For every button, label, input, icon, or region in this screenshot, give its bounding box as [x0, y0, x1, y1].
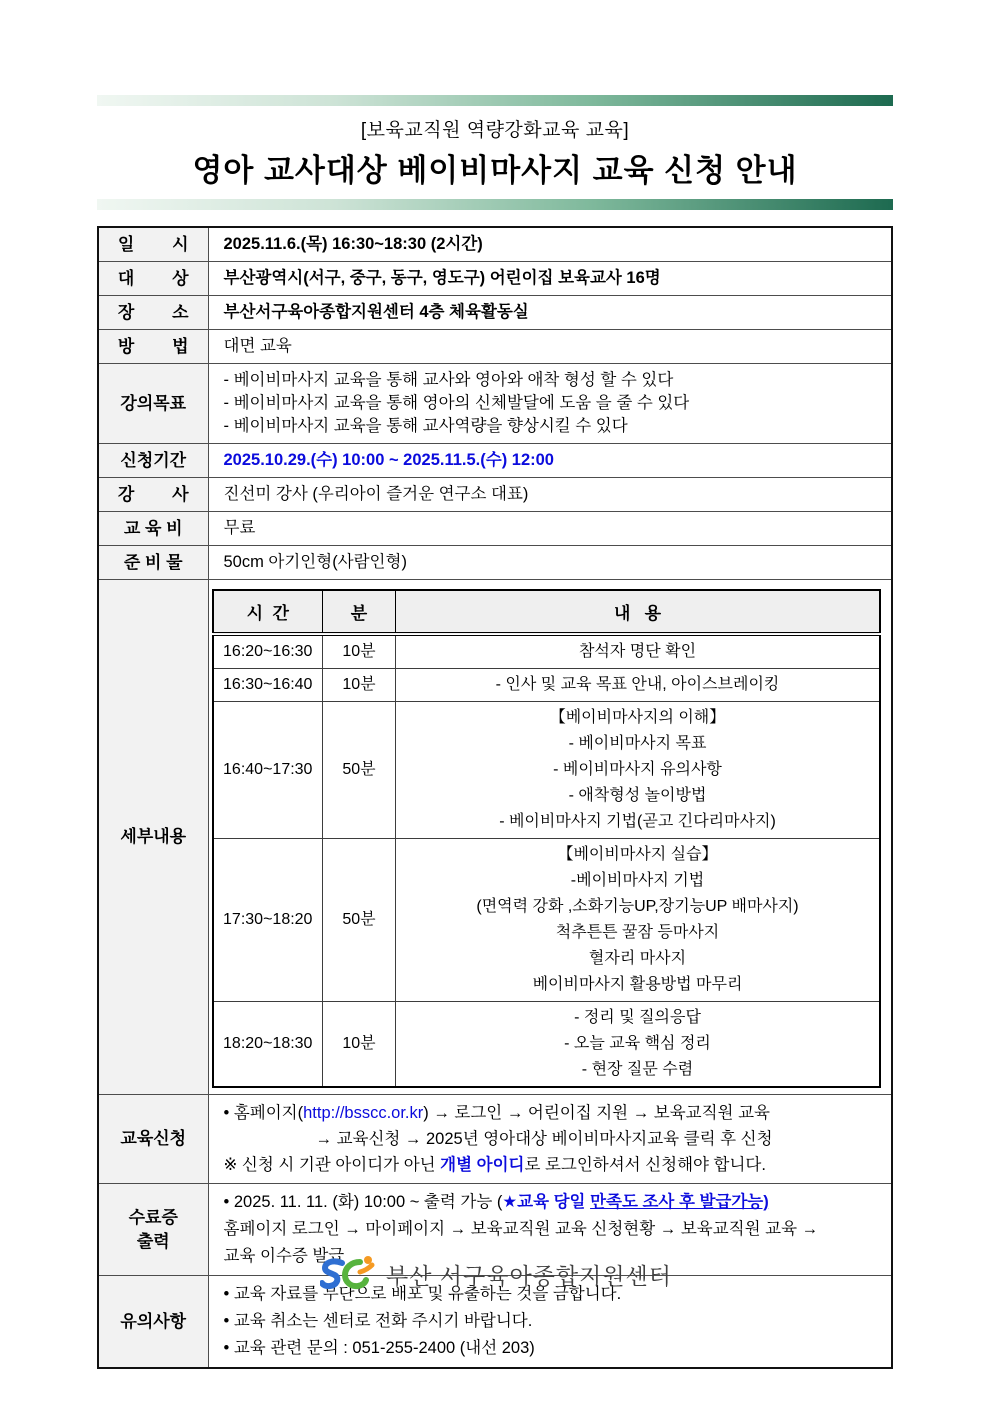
apply-line-3 — [224, 1152, 882, 1178]
row-label-datetime: 일 시 — [98, 227, 208, 262]
org-logo-icon — [320, 1254, 378, 1294]
schedule-minutes: 50분 — [323, 839, 396, 1002]
individual-id-emphasis: 개별 아이디 — [440, 1156, 525, 1174]
text-line: 참석자 명단 확인 — [578, 643, 697, 660]
notice-document — [97, 95, 893, 1369]
text-line: 베이비마사지 활용방법 마무리 — [532, 976, 743, 993]
document-subtitle: [보육교직원 역량강화교육 교육] — [360, 120, 630, 141]
bottom-gradient-bar — [97, 199, 893, 210]
survey-notice-emphasis: ★교육 당일 — [502, 1193, 591, 1211]
top-gradient-bar — [97, 95, 893, 106]
schedule-time: 16:20~16:30 — [213, 634, 323, 669]
text-line: - 현장 질문 수렴 — [581, 1061, 694, 1078]
schedule-content — [396, 839, 881, 1002]
footer — [0, 1254, 992, 1294]
schedule-time: 16:30~16:40 — [213, 669, 323, 702]
schedule-minutes: 50분 — [323, 702, 396, 839]
certificate-line-2: 홈페이지 로그인 → 마이페이지 → 보육교직원 교육 신청현황 → 보육교직원 교육 → — [223, 1220, 819, 1238]
label-line: 출력 — [136, 1231, 170, 1251]
schedule-minutes: 10분 — [323, 1002, 396, 1088]
apply-text: • 홈페이지( — [223, 1104, 304, 1122]
table-row-schedule — [98, 580, 892, 1095]
schedule-header-row — [213, 590, 881, 634]
schedule-row — [213, 634, 881, 669]
table-row — [98, 512, 892, 546]
page-title: 영아 교사대상 베이비마사지 교육 신청 안내 — [192, 153, 798, 188]
schedule-time: 17:30~18:20 — [213, 839, 323, 1002]
homepage-link[interactable]: http://bsscc.or.kr — [303, 1104, 424, 1122]
schedule-content — [396, 669, 881, 702]
text-line: 【베이비마사지 실습】 — [557, 846, 718, 863]
table-row — [98, 227, 892, 262]
row-label-apply: 교육신청 — [98, 1095, 208, 1184]
schedule-table — [212, 589, 882, 1088]
schedule-content — [396, 702, 881, 839]
row-value-apply — [208, 1095, 892, 1184]
table-row — [98, 444, 892, 478]
table-row — [98, 546, 892, 580]
row-label-notes: 유의사항 — [98, 1276, 208, 1369]
schedule-row — [213, 702, 881, 839]
row-label-target: 대 상 — [98, 262, 208, 296]
schedule-time: 16:40~17:30 — [213, 702, 323, 839]
org-name: 부산 서구육아종합지원센터 — [385, 1262, 672, 1289]
schedule-cell — [208, 580, 892, 1095]
text-line: - 오늘 교육 핵심 정리 — [564, 1035, 711, 1052]
schedule-time: 18:20~18:30 — [213, 1002, 323, 1088]
survey-notice-link[interactable]: 만족도 조사 후 발급가능) — [590, 1193, 769, 1211]
text-line: 척추튼튼 꿀잠 등마사지 — [555, 924, 720, 941]
goal-line: - 베이비마사지 교육을 통해 영아의 신체발달에 도움 을 줄 수 있다 — [223, 394, 690, 412]
table-row — [98, 296, 892, 330]
certificate-line-1 — [224, 1189, 882, 1216]
table-row-apply — [98, 1095, 892, 1184]
row-label-supplies: 준 비 물 — [98, 546, 208, 580]
text-line: 혈자리 마사지 — [588, 950, 687, 967]
schedule-content — [396, 1002, 881, 1088]
apply-text: ) → 로그인 → 어린이집 지원 → 보육교직원 교육 — [423, 1104, 770, 1122]
row-value-supplies: 50cm 아기인형(사람인형) — [208, 546, 892, 580]
apply-text: 로 로그인하셔서 신청해야 합니다. — [524, 1156, 766, 1174]
certificate-line-3: 교육 이수증 발급 — [223, 1247, 345, 1265]
text-line: - 애착형성 놀이방법 — [568, 787, 707, 804]
goal-line: - 베이비마사지 교육을 통해 교사와 영아와 애착 형성 할 수 있다 — [223, 371, 674, 389]
note-line: • 교육 취소는 센터로 전화 주시기 바랍니다. — [223, 1312, 533, 1330]
col-header-time: 시 간 — [213, 590, 323, 634]
row-value-method: 대면 교육 — [208, 330, 892, 364]
row-label-place: 장 소 — [98, 296, 208, 330]
text-line: (면역력 강화 ,소화기능UP,장기능UP 배마사지) — [476, 898, 799, 915]
text-line: -베이비마사지 기법 — [570, 872, 705, 889]
text-line: - 베이비마사지 목표 — [568, 735, 707, 752]
apply-line-1 — [224, 1100, 882, 1126]
col-header-content: 내 용 — [396, 590, 881, 634]
table-row — [98, 478, 892, 512]
apply-text: ※ 신청 시 기관 아이디가 아닌 — [223, 1156, 441, 1174]
label-line: 수료증 — [128, 1207, 178, 1227]
row-value-target: 부산광역시(서구, 중구, 동구, 영도구) 어린이집 보육교사 16명 — [208, 262, 892, 296]
text-line: 【베이비마사지의 이해】 — [549, 709, 726, 726]
table-row — [98, 262, 892, 296]
schedule-row — [213, 839, 881, 1002]
schedule-content — [396, 634, 881, 669]
schedule-minutes: 10분 — [323, 669, 396, 702]
row-value-place: 부산서구육아종합지원센터 4층 체육활동실 — [208, 296, 892, 330]
schedule-minutes: 10분 — [323, 634, 396, 669]
row-value-instructor: 진선미 강사 (우리아이 즐거운 연구소 대표) — [208, 478, 892, 512]
row-value-fee: 무료 — [208, 512, 892, 546]
row-value-datetime: 2025.11.6.(목) 16:30~18:30 (2시간) — [208, 227, 892, 262]
text-line: - 정리 및 질의응답 — [574, 1009, 701, 1026]
text-line: - 베이비마사지 유의사항 — [553, 761, 722, 778]
text-line: - 베이비마사지 기법(곧고 긴다리마사지) — [499, 813, 776, 830]
table-row — [98, 364, 892, 444]
row-label-fee: 교 육 비 — [98, 512, 208, 546]
note-line: • 교육 관련 문의 : 051-255-2400 (내선 203) — [223, 1339, 535, 1357]
apply-line-2: → 교육신청 → 2025년 영아대상 베이비마사지교육 클릭 후 신청 — [315, 1130, 773, 1148]
row-label-goals: 강의목표 — [98, 364, 208, 444]
col-header-minutes: 분 — [323, 590, 396, 634]
schedule-row — [213, 669, 881, 702]
row-label-instructor: 강 사 — [98, 478, 208, 512]
schedule-row — [213, 1002, 881, 1088]
certificate-text: • 2025. 11. 11. (화) 10:00 ~ 출력 가능 ( — [223, 1193, 503, 1211]
goal-line: - 베이비마사지 교육을 통해 교사역량을 향상시킬 수 있다 — [223, 417, 628, 435]
row-value-period: 2025.10.29.(수) 10:00 ~ 2025.11.5.(수) 12:00 — [208, 444, 892, 478]
row-label-method: 방 법 — [98, 330, 208, 364]
info-table — [97, 226, 893, 1369]
row-label-details: 세부내용 — [98, 580, 208, 1095]
row-label-period: 신청기간 — [98, 444, 208, 478]
note-line: • 교육 자료를 무단으로 배포 및 유출하는 것을 금합니다. — [223, 1285, 622, 1303]
table-row — [98, 330, 892, 364]
row-value-goals — [208, 364, 892, 444]
text-line: - 인사 및 교육 목표 안내, 아이스브레이킹 — [495, 676, 780, 693]
